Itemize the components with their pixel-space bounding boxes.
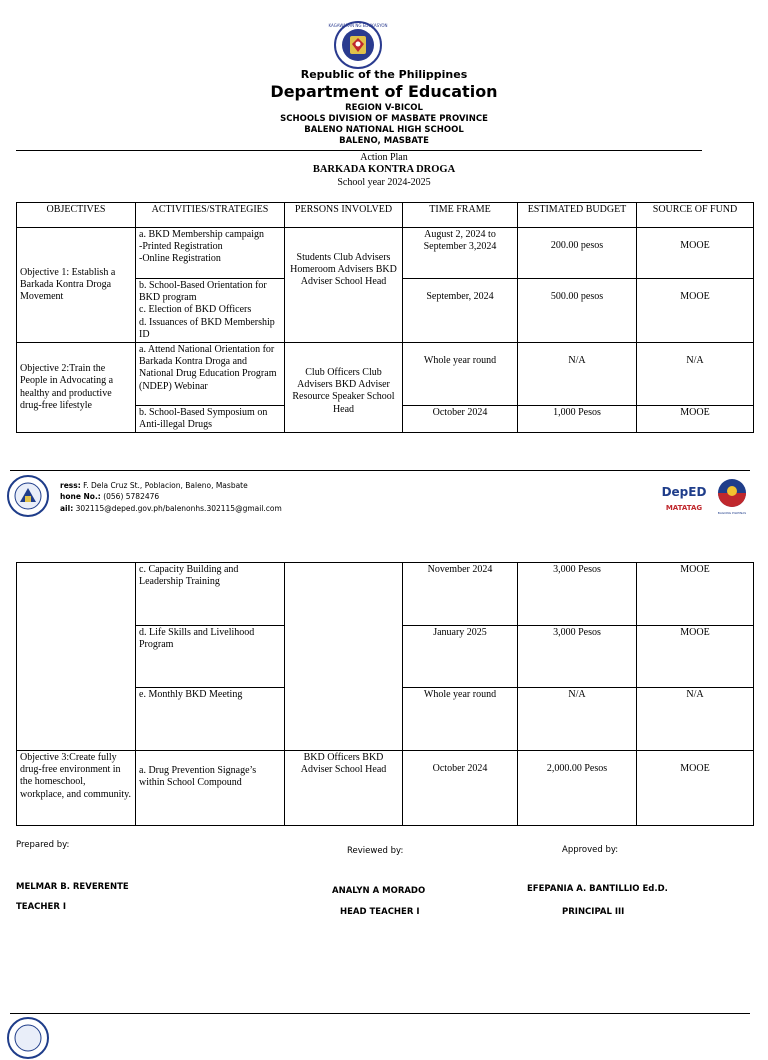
region-heading: REGION V-BICOL [345, 103, 423, 113]
time-cell: October 2024 [403, 751, 518, 826]
activity-cell: c. Capacity Building and Leadership Training [136, 563, 285, 626]
table-row [17, 228, 754, 279]
column-header: SOURCE OF FUND [637, 203, 754, 228]
time-cell: August 2, 2024 to September 3,2024 [403, 228, 518, 279]
fund-cell: MOOE [637, 405, 754, 432]
school-year: School year 2024-2025 [337, 177, 431, 188]
objective-cell [17, 563, 136, 751]
seal-text: KAGAWARAN NG EDUKASYON [328, 23, 388, 28]
table-row [17, 751, 754, 826]
address-label: ress: [60, 481, 81, 490]
fund-cell: N/A [637, 342, 754, 405]
division-heading: SCHOOLS DIVISION OF MASBATE PROVINCE [280, 114, 488, 124]
table-header-row [17, 203, 754, 228]
activity-line: c. Election of BKD Officers [139, 304, 252, 316]
fund-cell: MOOE [637, 751, 754, 826]
fund-cell: MOOE [637, 228, 754, 279]
reviewed-by-title: HEAD TEACHER I [340, 907, 420, 917]
persons-cell: Students Club Advisers Homeroom Advisers BKD Adviser School Head [285, 228, 403, 343]
bagong-pilipinas-text: BAGONG PILIPINAS [717, 511, 747, 515]
activity-cell: d. Life Skills and Livelihood Program [136, 626, 285, 688]
objective-cell: Objective 1: Establish a Barkada Kontra Droga Movement [17, 228, 136, 343]
email-value: 302115@deped.gov.ph/balenonhs.302115@gmail.com [75, 503, 282, 513]
column-header: TIME FRAME [403, 203, 518, 228]
budget-cell: 500.00 pesos [518, 279, 637, 343]
budget-cell: 3,000 Pesos [518, 626, 637, 688]
deped-seal-logo [328, 20, 388, 70]
school-address [60, 480, 282, 514]
activity-line: a. BKD Membership campaign [139, 229, 264, 240]
republic-heading: Republic of the Philippines [300, 68, 468, 81]
address-value: F. Dela Cruz St., Poblacion, Baleno, Masbate [83, 481, 248, 490]
prepared-by-name: MELMAR B. REVERENTE [16, 882, 129, 892]
budget-cell: 200.00 pesos [518, 228, 637, 279]
persons-cell [285, 563, 403, 751]
fund-cell: MOOE [637, 563, 754, 626]
phone-label: hone No.: [60, 492, 101, 502]
activity-cell [136, 228, 285, 279]
deped-matatag-logo [662, 481, 706, 517]
table-row [17, 342, 754, 405]
header-divider [16, 150, 702, 151]
footer-divider [10, 470, 750, 471]
program-title: BARKADA KONTRA DROGA [312, 164, 456, 175]
reviewed-by-label: Reviewed by: [347, 846, 404, 856]
town-heading: BALENO, MASBATE [339, 136, 429, 146]
email-label: ail: [60, 503, 74, 513]
action-plan-table [16, 202, 754, 433]
matatag-text: MATATAG [665, 504, 703, 512]
school-seal-logo-bottom [6, 1016, 50, 1060]
approved-by-label: Approved by: [562, 845, 619, 855]
school-seal-logo [6, 474, 50, 518]
prepared-by-label: Prepared by: [16, 840, 70, 850]
time-cell: January 2025 [403, 626, 518, 688]
column-header: OBJECTIVES [17, 203, 136, 228]
activity-cell: a. Attend National Orientation for Barkada Kontra Droga and National Drug Education Program (NDEP) Webinar [136, 342, 285, 405]
column-header: PERSONS INVOLVED [285, 203, 403, 228]
document-type: Action Plan [360, 152, 408, 163]
activity-cell: e. Monthly BKD Meeting [136, 688, 285, 751]
fund-cell: N/A [637, 688, 754, 751]
school-heading: BALENO NATIONAL HIGH SCHOOL [304, 125, 464, 135]
activity-line: d. Issuances of BKD Membership ID [139, 316, 275, 340]
fund-cell: MOOE [637, 626, 754, 688]
time-cell: Whole year round [403, 688, 518, 751]
persons-cell: BKD Officers BKD Adviser School Head [285, 751, 403, 826]
objective-cell: Objective 2:Train the People in Advocating a healthy and productive drug-free lifestyle [17, 342, 136, 432]
activity-line: b. School-Based Orientation for BKD program [139, 280, 267, 304]
budget-cell: N/A [518, 342, 637, 405]
budget-cell: 3,000 Pesos [518, 563, 637, 626]
deped-logo-text: DepED [661, 485, 707, 499]
budget-cell: 1,000 Pesos [518, 405, 637, 432]
activity-line: -Printed Registration [139, 241, 223, 253]
budget-cell: 2,000.00 Pesos [518, 751, 637, 826]
budget-cell: N/A [518, 688, 637, 751]
persons-cell: Club Officers Club Advisers BKD Adviser Resource Speaker School Head [285, 342, 403, 432]
action-plan-table-continued [16, 562, 754, 826]
activity-cell: b. School-Based Symposium on Anti-illegal Drugs [136, 405, 285, 432]
column-header: ACTIVITIES/STRATEGIES [136, 203, 285, 228]
bagong-pilipinas-logo [712, 476, 752, 516]
department-heading: Department of Education [270, 82, 498, 101]
phone-value: (056) 5782476 [103, 492, 160, 502]
activity-cell: a. Drug Prevention Signage’s within School Compound [136, 751, 285, 826]
table-row [17, 563, 754, 626]
reviewed-by-name: ANALYN A MORADO [332, 886, 426, 896]
column-header: ESTIMATED BUDGET [518, 203, 637, 228]
time-cell: November 2024 [403, 563, 518, 626]
time-cell: October 2024 [403, 405, 518, 432]
objective-cell: Objective 3:Create fully drug-free environment in the homeschool, workplace, and community. [17, 751, 136, 826]
footer-divider-bottom [10, 1013, 750, 1014]
approved-by-title: PRINCIPAL III [562, 907, 625, 917]
activity-line: -Online Registration [139, 253, 221, 265]
fund-cell: MOOE [637, 279, 754, 343]
time-cell: September, 2024 [403, 279, 518, 343]
prepared-by-title: TEACHER I [16, 902, 67, 912]
approved-by-name: EFEPANIA A. BANTILLIO Ed.D. [527, 884, 668, 894]
time-cell: Whole year round [403, 342, 518, 405]
activity-cell [136, 279, 285, 343]
